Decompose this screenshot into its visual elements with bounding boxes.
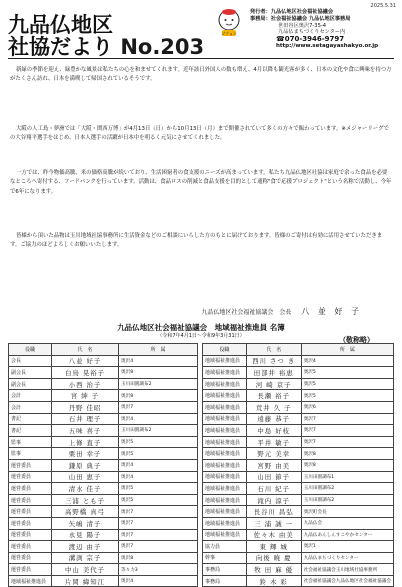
cell-role: 運営委員 bbox=[9, 494, 52, 506]
cell-role: 地域福祉推進員 bbox=[203, 355, 247, 367]
header-role: 役職 bbox=[9, 344, 52, 356]
cell-name: 長谷川 昌弘 bbox=[246, 506, 301, 518]
title-line-2-text: 社協だより bbox=[8, 35, 113, 59]
cell-remarks: 奥沢5 bbox=[119, 494, 198, 506]
cell-remarks: 玉川田園調布2 bbox=[119, 425, 198, 437]
table-row bbox=[203, 413, 394, 425]
cell-remarks: 奥沢4 bbox=[119, 471, 198, 483]
roster-table-left bbox=[8, 343, 198, 587]
table-row bbox=[9, 413, 198, 425]
cell-role: 運営委員 bbox=[9, 459, 52, 471]
office-label: 事務局： bbox=[250, 15, 271, 22]
table-row bbox=[203, 552, 394, 564]
table-row bbox=[9, 506, 198, 518]
publisher-label: 発行者： bbox=[250, 9, 271, 15]
table-row bbox=[203, 425, 394, 437]
cell-name: 石川 紀子 bbox=[246, 483, 301, 495]
cell-name: 滝内 涼子 bbox=[246, 494, 301, 506]
header-remarks: 所 属 bbox=[119, 344, 198, 356]
title-line-1: 九品仏地区 bbox=[8, 13, 113, 37]
cell-role: 事務局 bbox=[203, 575, 247, 587]
cell-role: 会計 bbox=[9, 401, 52, 413]
table-row bbox=[203, 367, 394, 379]
table-row bbox=[9, 390, 198, 402]
cell-remarks: 奥沢7 bbox=[119, 529, 198, 541]
cell-name: 清水 佳子 bbox=[52, 483, 119, 495]
cell-remarks: 奥沢8 bbox=[119, 367, 198, 379]
cell-remarks: 奥沢7 bbox=[119, 541, 198, 553]
cell-remarks: 奥沢6 bbox=[301, 401, 393, 413]
table-row bbox=[9, 529, 198, 541]
table-title: 九品仏地区社会福祉協議会 地域福祉推進員 名簿 bbox=[117, 323, 285, 332]
address-line-1: 世田谷区奥沢7-35-4 bbox=[278, 22, 327, 29]
cell-role: 地域福祉推進員 bbox=[203, 390, 247, 402]
cell-remarks: 九品仏あんしんすこやかセンター bbox=[301, 529, 393, 541]
cell-remarks: 奥沢4 bbox=[301, 355, 393, 367]
cell-role: 監事 bbox=[9, 436, 52, 448]
cell-name: 東 輝 城 bbox=[246, 541, 301, 553]
cell-name: 栗田 幸子 bbox=[52, 448, 119, 460]
table-row bbox=[203, 483, 394, 495]
cell-name: 片岡 緯知江 bbox=[52, 575, 119, 587]
cell-role: 地域福祉推進員 bbox=[203, 506, 247, 518]
signature-org: 九品仏地区社会福祉協議会 会長 bbox=[201, 309, 292, 316]
office-name: 社会福祉協議会 九品仏地区事務局 bbox=[270, 15, 351, 22]
table-row bbox=[9, 541, 198, 553]
header-name: 氏 名 bbox=[52, 344, 119, 356]
cell-remarks: 奥沢4 bbox=[119, 575, 198, 587]
header-name: 氏 名 bbox=[246, 344, 301, 356]
header-role: 役職 bbox=[203, 344, 247, 356]
cell-remarks: 奥沢4 bbox=[119, 459, 198, 471]
table-row bbox=[9, 448, 198, 460]
cell-remarks: 九品仏まちづくりセンター bbox=[301, 552, 393, 564]
cell-name: 五味 喜子 bbox=[52, 425, 119, 437]
cell-role: 地域福祉推進員 bbox=[203, 529, 247, 541]
table-period: （令和7年4月1日～令和9年3月31日） bbox=[157, 333, 245, 339]
cell-role: 地域福祉推進員 bbox=[203, 471, 247, 483]
cell-name: 佐々木 由美 bbox=[246, 529, 301, 541]
cell-role: 幹事 bbox=[203, 552, 247, 564]
cell-name: 高野橋 真弓 bbox=[52, 506, 119, 518]
table-row bbox=[203, 564, 394, 576]
cell-remarks: 奥沢8 bbox=[301, 448, 393, 460]
publisher-info bbox=[250, 9, 396, 50]
cell-name: 上條 直子 bbox=[52, 436, 119, 448]
paragraph-4: 皆様から頂いた品物は玉川地域社協事務所に生活資金などのご相談にいらした方のもとに届けております。皆様のご寄付は有効に活用させていただきます。ご協力のほどよろしくお願いいたします。 bbox=[10, 233, 383, 249]
cell-role: 地域福祉推進員 bbox=[203, 367, 247, 379]
cell-remarks: 奥沢1 bbox=[301, 541, 393, 553]
cell-role: 運営委員 bbox=[9, 517, 52, 529]
cell-role: 運営委員 bbox=[9, 564, 52, 576]
table-row bbox=[9, 552, 198, 564]
cell-remarks: 奥沢5 bbox=[119, 448, 198, 460]
newsletter-title bbox=[8, 14, 204, 58]
cell-name: 河 崎 京子 bbox=[246, 378, 301, 390]
signature bbox=[201, 306, 362, 317]
cell-name: 宮野 由美 bbox=[246, 459, 301, 471]
cell-remarks: 奥沢5 bbox=[119, 436, 198, 448]
cell-name: 八並 好子 bbox=[52, 355, 119, 367]
table-row bbox=[9, 494, 198, 506]
cell-remarks: 奥沢町会長 bbox=[301, 506, 393, 518]
title-line-2 bbox=[8, 36, 204, 58]
cell-role: 書記 bbox=[9, 425, 52, 437]
header-divider bbox=[8, 58, 394, 59]
cell-name: 石井 理子 bbox=[52, 413, 119, 425]
cell-name: 牧 田 麻 優 bbox=[246, 564, 301, 576]
table-header-row bbox=[203, 344, 394, 356]
table-row bbox=[203, 575, 394, 587]
cell-remarks: 玉川田園調布2 bbox=[301, 483, 393, 495]
cell-role: 地域福祉推進員 bbox=[203, 378, 247, 390]
mascot-label: ゴブョン bbox=[221, 31, 237, 36]
cell-remarks: 奥沢7 bbox=[301, 436, 393, 448]
cell-role: 監事 bbox=[9, 448, 52, 460]
cell-remarks: 玉川田園調布2 bbox=[301, 494, 393, 506]
header-remarks: 所 属 bbox=[301, 344, 393, 356]
cell-role: 地域福祉推進員 bbox=[203, 413, 247, 425]
cell-remarks: 玉川田園調布1 bbox=[301, 471, 393, 483]
table-row bbox=[9, 471, 198, 483]
cell-remarks: 奥沢5 bbox=[301, 378, 393, 390]
cell-role: 運営委員 bbox=[9, 506, 52, 518]
table-row bbox=[9, 483, 198, 495]
table-header-row bbox=[9, 344, 198, 356]
cell-role: 地域福祉推進員 bbox=[203, 459, 247, 471]
cell-name: 小西 治子 bbox=[52, 378, 119, 390]
table-row bbox=[9, 575, 198, 587]
cell-name: 西川 さつ き bbox=[246, 355, 301, 367]
cell-name: 三 浦 誠 一 bbox=[246, 517, 301, 529]
cell-name: 永見 陽子 bbox=[52, 529, 119, 541]
cell-role: 地域福祉推進員 bbox=[203, 494, 247, 506]
website-link[interactable]: http://www.setagayashakyo.or.jp bbox=[276, 42, 379, 49]
cell-role: 運営委員 bbox=[9, 483, 52, 495]
table-row bbox=[9, 436, 198, 448]
cell-remarks: 奥沢5 bbox=[119, 483, 198, 495]
table-row bbox=[203, 494, 394, 506]
cell-role: 事務局 bbox=[203, 564, 247, 576]
cell-role: 地域福祉推進員 bbox=[203, 425, 247, 437]
cell-remarks: 奥沢7 bbox=[119, 401, 198, 413]
cell-name: 遠藤 恭子 bbox=[246, 413, 301, 425]
table-row bbox=[9, 378, 198, 390]
cell-name: 長瀬 裕子 bbox=[246, 390, 301, 402]
table-row bbox=[9, 425, 198, 437]
cell-role: 会長 bbox=[9, 355, 52, 367]
cell-name: 山田 恵子 bbox=[52, 471, 119, 483]
table-row bbox=[9, 355, 198, 367]
cell-name: 白鳥 晃裕子 bbox=[52, 367, 119, 379]
cell-name: 渡辺 由子 bbox=[52, 541, 119, 553]
publisher-name: 九品仏地区社会福祉協議会 bbox=[270, 9, 334, 15]
cell-remarks: 奥沢8 bbox=[119, 552, 198, 564]
cell-role: 地域福祉推進員 bbox=[9, 575, 52, 587]
cell-role: 書記 bbox=[9, 413, 52, 425]
cell-name: 山田 節子 bbox=[246, 471, 301, 483]
table-row bbox=[203, 459, 394, 471]
cell-role: 地域福祉推進員 bbox=[203, 483, 247, 495]
cell-remarks: 社会福祉協議会九品仏地区社会福祉協議会 bbox=[301, 575, 393, 587]
honorific-note: （敬称略） bbox=[339, 336, 374, 344]
table-row bbox=[9, 517, 198, 529]
cell-role: 運営委員 bbox=[9, 471, 52, 483]
cell-name: 宮 紳 子 bbox=[52, 390, 119, 402]
cell-role: 地域福祉推進員 bbox=[203, 401, 247, 413]
table-row bbox=[9, 459, 198, 471]
issue-date: 2025.5.31 bbox=[370, 3, 396, 9]
cell-name: 矢嶋 清子 bbox=[52, 517, 119, 529]
cell-role: 地域福祉推進員 bbox=[203, 448, 247, 460]
table-row bbox=[9, 367, 198, 379]
signature-name: 八 並 好 子 bbox=[301, 307, 362, 316]
cell-name: 中島 好枝 bbox=[246, 425, 301, 437]
cell-role: 地域福祉推進員 bbox=[203, 517, 247, 529]
cell-name: 野元 美幸 bbox=[246, 448, 301, 460]
cell-remarks: 玉川田園調布2 bbox=[119, 378, 198, 390]
cell-remarks: 九品仏会 bbox=[301, 517, 393, 529]
cell-role: 運営委員 bbox=[9, 552, 52, 564]
cell-name: 鈴 木 彩 bbox=[246, 575, 301, 587]
table-row bbox=[203, 541, 394, 553]
cell-name: 鎌原 典子 bbox=[52, 459, 119, 471]
table-row bbox=[203, 390, 394, 402]
cell-role: 協力員 bbox=[203, 541, 247, 553]
cell-name: 溝渕 宗子 bbox=[52, 552, 119, 564]
table-row bbox=[203, 506, 394, 518]
table-row bbox=[203, 436, 394, 448]
cell-role: 副会長 bbox=[9, 378, 52, 390]
table-row bbox=[9, 564, 198, 576]
address-line-2: 九品仏まちづくりセンター内 bbox=[278, 29, 346, 36]
cell-remarks: 奥沢5 bbox=[301, 367, 393, 379]
table-row bbox=[203, 517, 394, 529]
cell-remarks: 奥沢7 bbox=[301, 413, 393, 425]
cell-role: 会計 bbox=[9, 390, 52, 402]
mascot-icon bbox=[212, 6, 246, 40]
table-row bbox=[203, 355, 394, 367]
cell-name: 向後 暁 慶 bbox=[246, 552, 301, 564]
cell-remarks: 奥沢7 bbox=[301, 425, 393, 437]
cell-name: 丹野 佳昭 bbox=[52, 401, 119, 413]
cell-remarks: 社会福祉協議会玉川地域社協事務所 bbox=[301, 564, 393, 576]
cell-name: 平井 敏子 bbox=[246, 436, 301, 448]
cell-remarks: 奥沢8 bbox=[301, 459, 393, 471]
cell-remarks: 奥沢4 bbox=[119, 413, 198, 425]
issue-number: No.203 bbox=[120, 35, 205, 59]
paragraph-2: 大阪の人工島・夢洲では「大阪・関西万博」が4月13日（日）から10月13日（月）まで開催されていて多くの方々で賑わっています。※メジャーリーグでの大谷翔平選手をはじめ、日本人選手の活躍が日本中を明るく元気にさせてくれました。 bbox=[10, 126, 389, 142]
cell-name: 三浦 とも子 bbox=[52, 494, 119, 506]
cell-name: 荒井 久 子 bbox=[246, 401, 301, 413]
paragraph-1: 新緑の季節を迎え、緑豊かな風景は私たちの心を和ませてくれます。近年該日外国人の数も増え、4月以降も観光客が多く、日本の文化や食に興味を持つ方がたくさん訪れ、日本を満喫して帰国されているそうです。 bbox=[10, 67, 392, 83]
table-row bbox=[203, 401, 394, 413]
cell-name: 中山 美代子 bbox=[52, 564, 119, 576]
cell-role: 運営委員 bbox=[9, 541, 52, 553]
cell-remarks: 奥沢4 bbox=[119, 355, 198, 367]
table-row bbox=[203, 471, 394, 483]
table-row bbox=[203, 448, 394, 460]
cell-name: 田部井 裕恵 bbox=[246, 367, 301, 379]
cell-remarks: 奥沢8 bbox=[119, 390, 198, 402]
roster-table-right bbox=[202, 343, 394, 587]
cell-remarks: 等々力3 bbox=[119, 564, 198, 576]
cell-role: 地域福祉推進員 bbox=[203, 436, 247, 448]
phone-number: ☎070-3946-9797 bbox=[276, 35, 345, 44]
cell-remarks: 奥沢7 bbox=[119, 517, 198, 529]
table-row bbox=[203, 378, 394, 390]
table-row bbox=[203, 529, 394, 541]
table-row bbox=[9, 401, 198, 413]
cell-remarks: 奥沢7 bbox=[119, 506, 198, 518]
cell-remarks: 奥沢5 bbox=[301, 390, 393, 402]
paragraph-3: 一方では、昨今物価高騰、米の価格高騰が続いており、生活困窮者の食支援のニーズが高まっています。私たち九品仏地区社協は家庭で余った食品を必要なところへ寄付する、フードバンクを行っています。活動は、食品ロスの削減と食品支援を目的として通称"食で応援プロジェクト"という名称で活動し、今年で6年になります。 bbox=[10, 170, 392, 195]
cell-role: 副会長 bbox=[9, 367, 52, 379]
cell-role: 運営委員 bbox=[9, 529, 52, 541]
